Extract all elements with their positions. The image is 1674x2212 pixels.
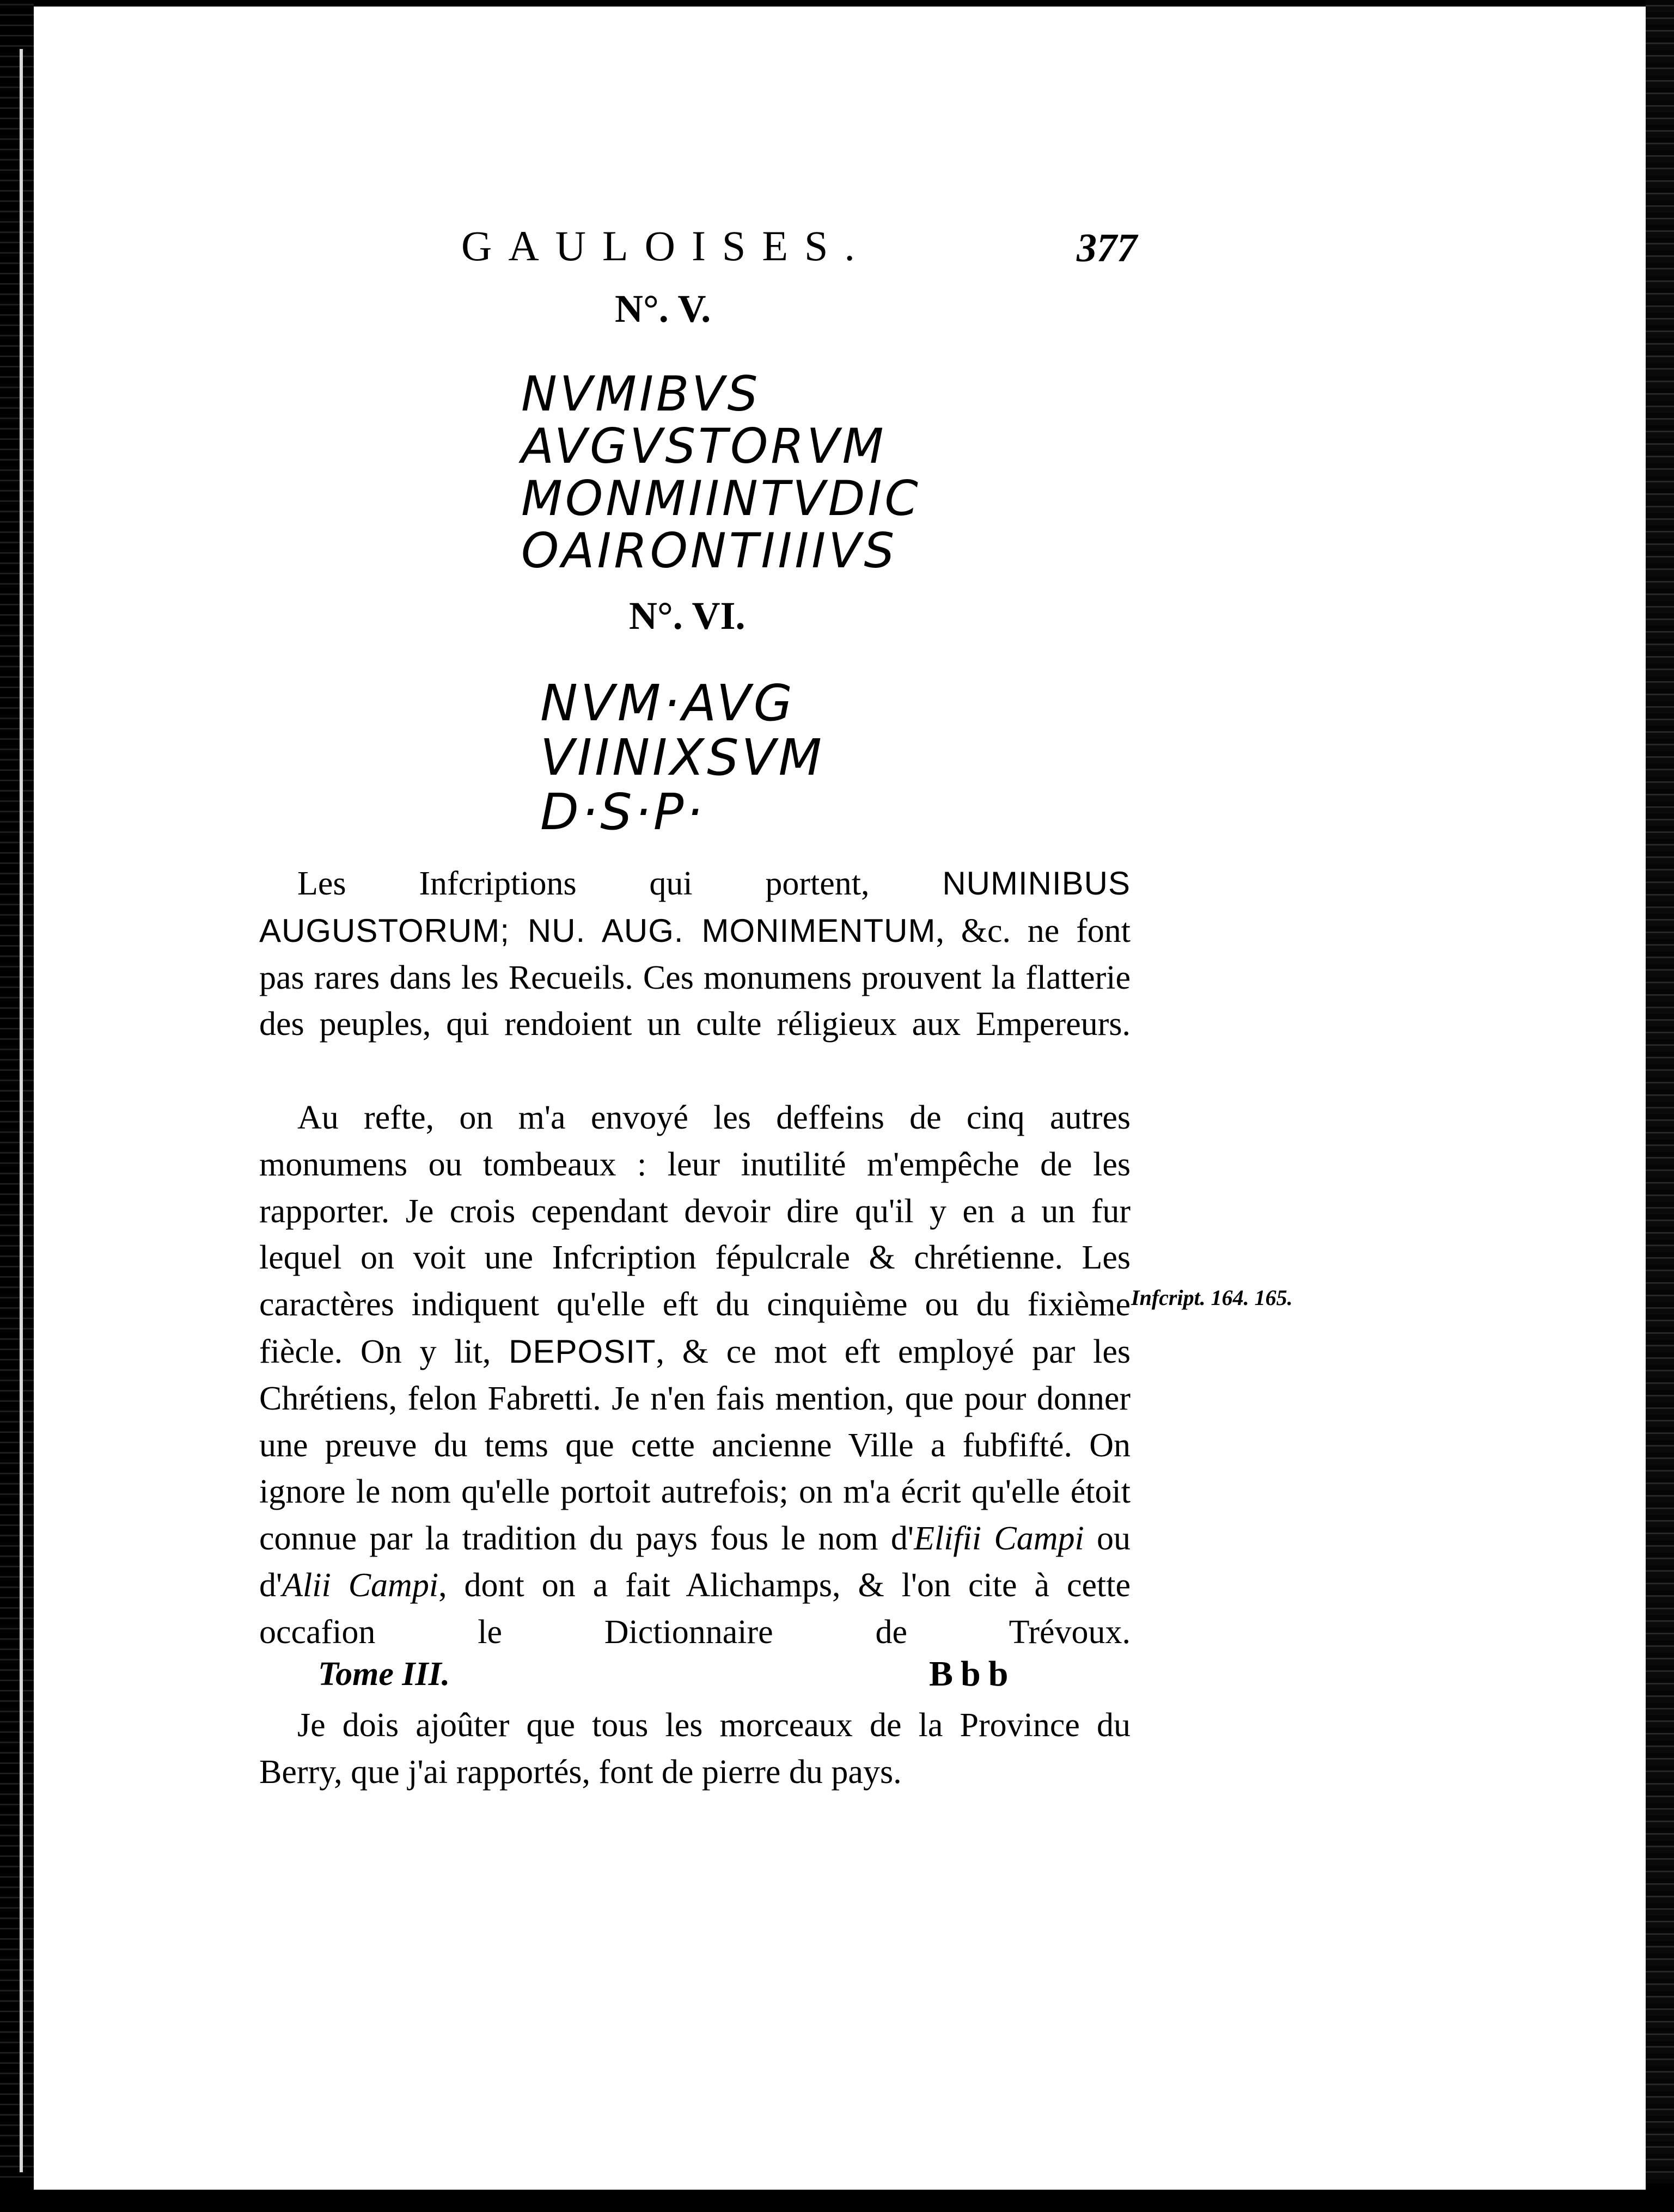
inscription-quote: DEPOSIT [509, 1333, 656, 1370]
inscription-vi-line: VIINIXSVM [540, 728, 824, 787]
scan-border-right [1646, 0, 1674, 2212]
inscription-v [521, 368, 921, 577]
inscription-v-line: OAIRONTIIIIVS [521, 523, 897, 579]
inscription-vi-heading: N°. VI. [629, 594, 746, 638]
margin-note: Infcript. 164. 165. [1131, 1285, 1293, 1310]
paragraph [259, 860, 1131, 1095]
inscription-vi [540, 676, 824, 840]
inscription-vi-line: NVM·AVG [540, 674, 795, 732]
inscription-v-line: AVGVSTORVM [521, 418, 887, 474]
paragraph [259, 1095, 1131, 1702]
scan-border-left [0, 0, 34, 2212]
book-page [34, 7, 1646, 2190]
paragraph: Je dois ajoûter que tous les morceaux de la Province du Berry, que j'ai rapportés, font de pierre du pays. [259, 1707, 1131, 1791]
inscription-quote: NUMINIBUS AUGUSTORUM; NU. AUG. MONIMENTUM [259, 865, 1131, 949]
text-run: , & ce mot eft employé par les Chrétiens, felon Fabretti. Je n'en fais mention, que pour donner une preuve du tems que cette ancienne Ville a fubfifté. On ignore le nom qu'elle portoit autrefois; on m'a écrit qu'elle étoit connue par la tradition du pays fous le nom d' [259, 1333, 1131, 1558]
text-run: ou d' [259, 1520, 1131, 1604]
text-run: Les Infcriptions qui portent, [297, 865, 870, 902]
running-title: GAULOISES. [461, 222, 871, 269]
inscription-v-line: NVMIBVS [521, 366, 761, 422]
latin-name: Elifii Campi [914, 1520, 1084, 1558]
signature-mark: Bbb [929, 1654, 1016, 1694]
volume-label: Tome III. [318, 1656, 450, 1693]
inscription-v-line: MONMIINTVDIC [521, 470, 921, 526]
inscription-vi-line: D·S·P· [540, 783, 705, 841]
text-run: , dont on a fait Alichamps, & l'on cite à cette occafion le Dictionnaire de Trévoux. [259, 1566, 1131, 1651]
text-run: , &c. ne font pas rares dans les Recueils. Ces monumens prouvent la flatterie des peuples, qui rendoient un culte réligieux aux Empereurs. [259, 912, 1131, 1043]
scan-rule [20, 49, 23, 2172]
page-number: 377 [1077, 226, 1137, 271]
latin-name: Alii Campi [282, 1566, 439, 1604]
text-run: Au refte, on m'a envoyé les deffeins de cinq autres monumens ou tombeaux : leur inutilité m'empêche de les rapporter. Je crois cependant devoir dire qu'il y en a un fur lequel on voit une Infcription fépulcrale & chrétienne. Les caractères indiquent qu'elle eft du cinquième ou du fixième fiècle. On y lit, [259, 1099, 1131, 1370]
inscription-v-heading: N°. V. [615, 287, 711, 330]
